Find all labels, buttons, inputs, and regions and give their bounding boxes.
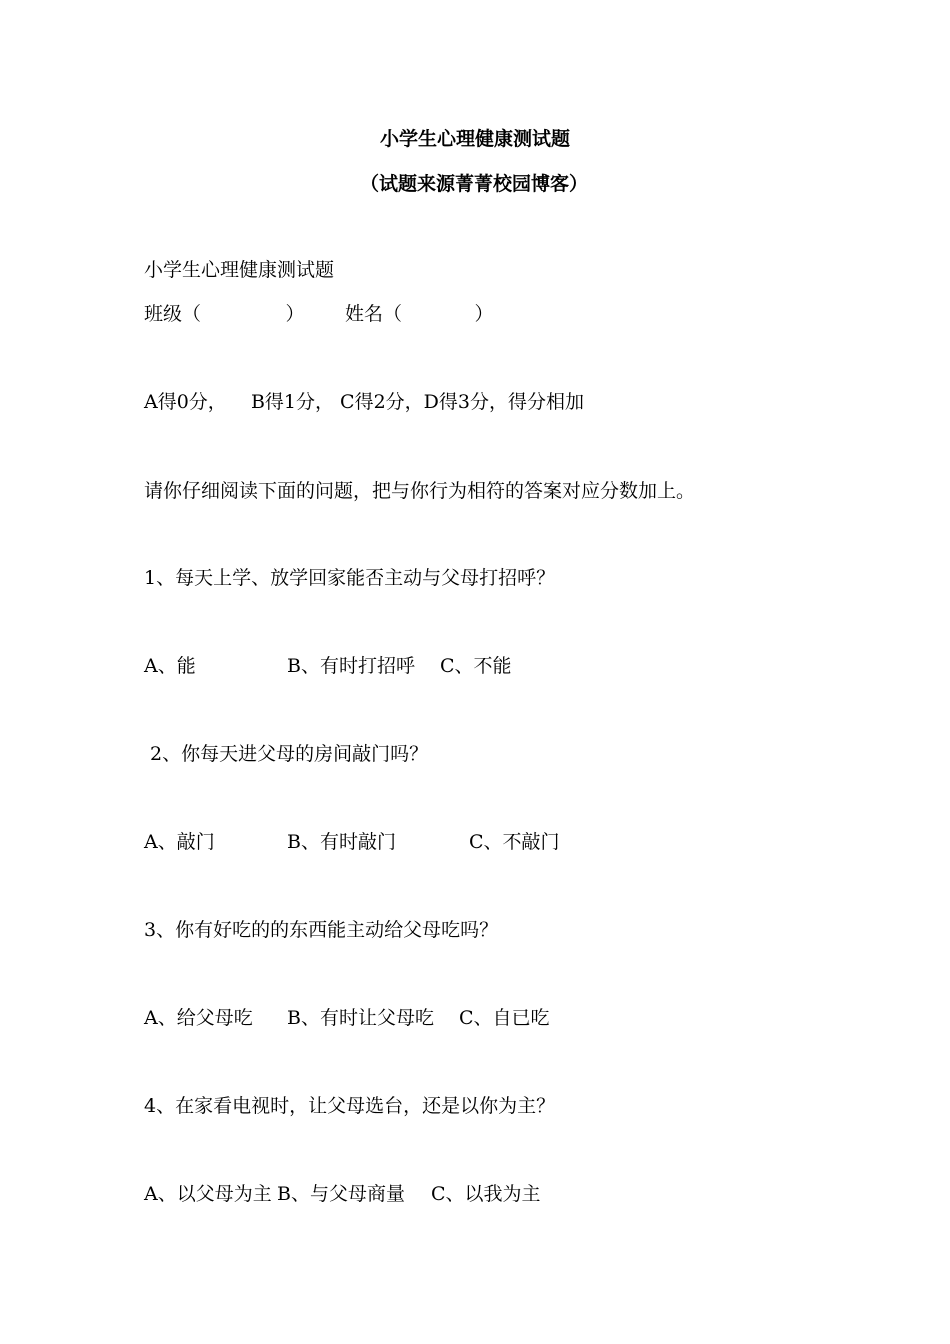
question-2-option-b: B、有时敲门	[287, 831, 396, 853]
question-4: 4、在家看电视时，让父母选台，还是以你为主？	[144, 1095, 556, 1117]
question-4-option-a: A、以父母为主	[144, 1183, 272, 1205]
question-2-option-c: C、不敲门	[469, 831, 560, 853]
name-field: 姓名（ ）	[345, 303, 494, 325]
question-3: 3、你有好吃的的东西能主动给父母吃吗？	[144, 919, 499, 941]
instructions: 请你仔细阅读下面的问题，把与你行为相符的答案对应分数加上。	[144, 480, 696, 502]
question-3-option-c: C、自已吃	[459, 1007, 550, 1029]
document-source: （试题来源菁菁校园博客）	[360, 173, 589, 195]
question-1-option-a: A、能	[144, 655, 196, 677]
question-4-option-c: C、以我为主	[431, 1183, 541, 1205]
scoring-rule: A得0分， B得1分， C得2分，D得3分，得分相加	[144, 391, 585, 413]
question-1-option-c: C、不能	[440, 655, 512, 677]
class-field: 班级（ ）	[144, 303, 305, 325]
question-3-option-a: A、给父母吃	[144, 1007, 253, 1029]
document-title: 小学生心理健康测试题	[380, 128, 571, 150]
test-subtitle: 小学生心理健康测试题	[144, 259, 335, 281]
question-2: 2、你每天进父母的房间敲门吗？	[144, 743, 429, 765]
question-1: 1、每天上学、放学回家能否主动与父母打招呼？	[144, 567, 556, 589]
question-2-option-a: A、敲门	[144, 831, 215, 853]
question-3-option-b: B、有时让父母吃	[287, 1007, 434, 1029]
question-4-option-b: B、与父母商量	[277, 1183, 405, 1205]
question-1-option-b: B、有时打招呼	[287, 655, 415, 677]
